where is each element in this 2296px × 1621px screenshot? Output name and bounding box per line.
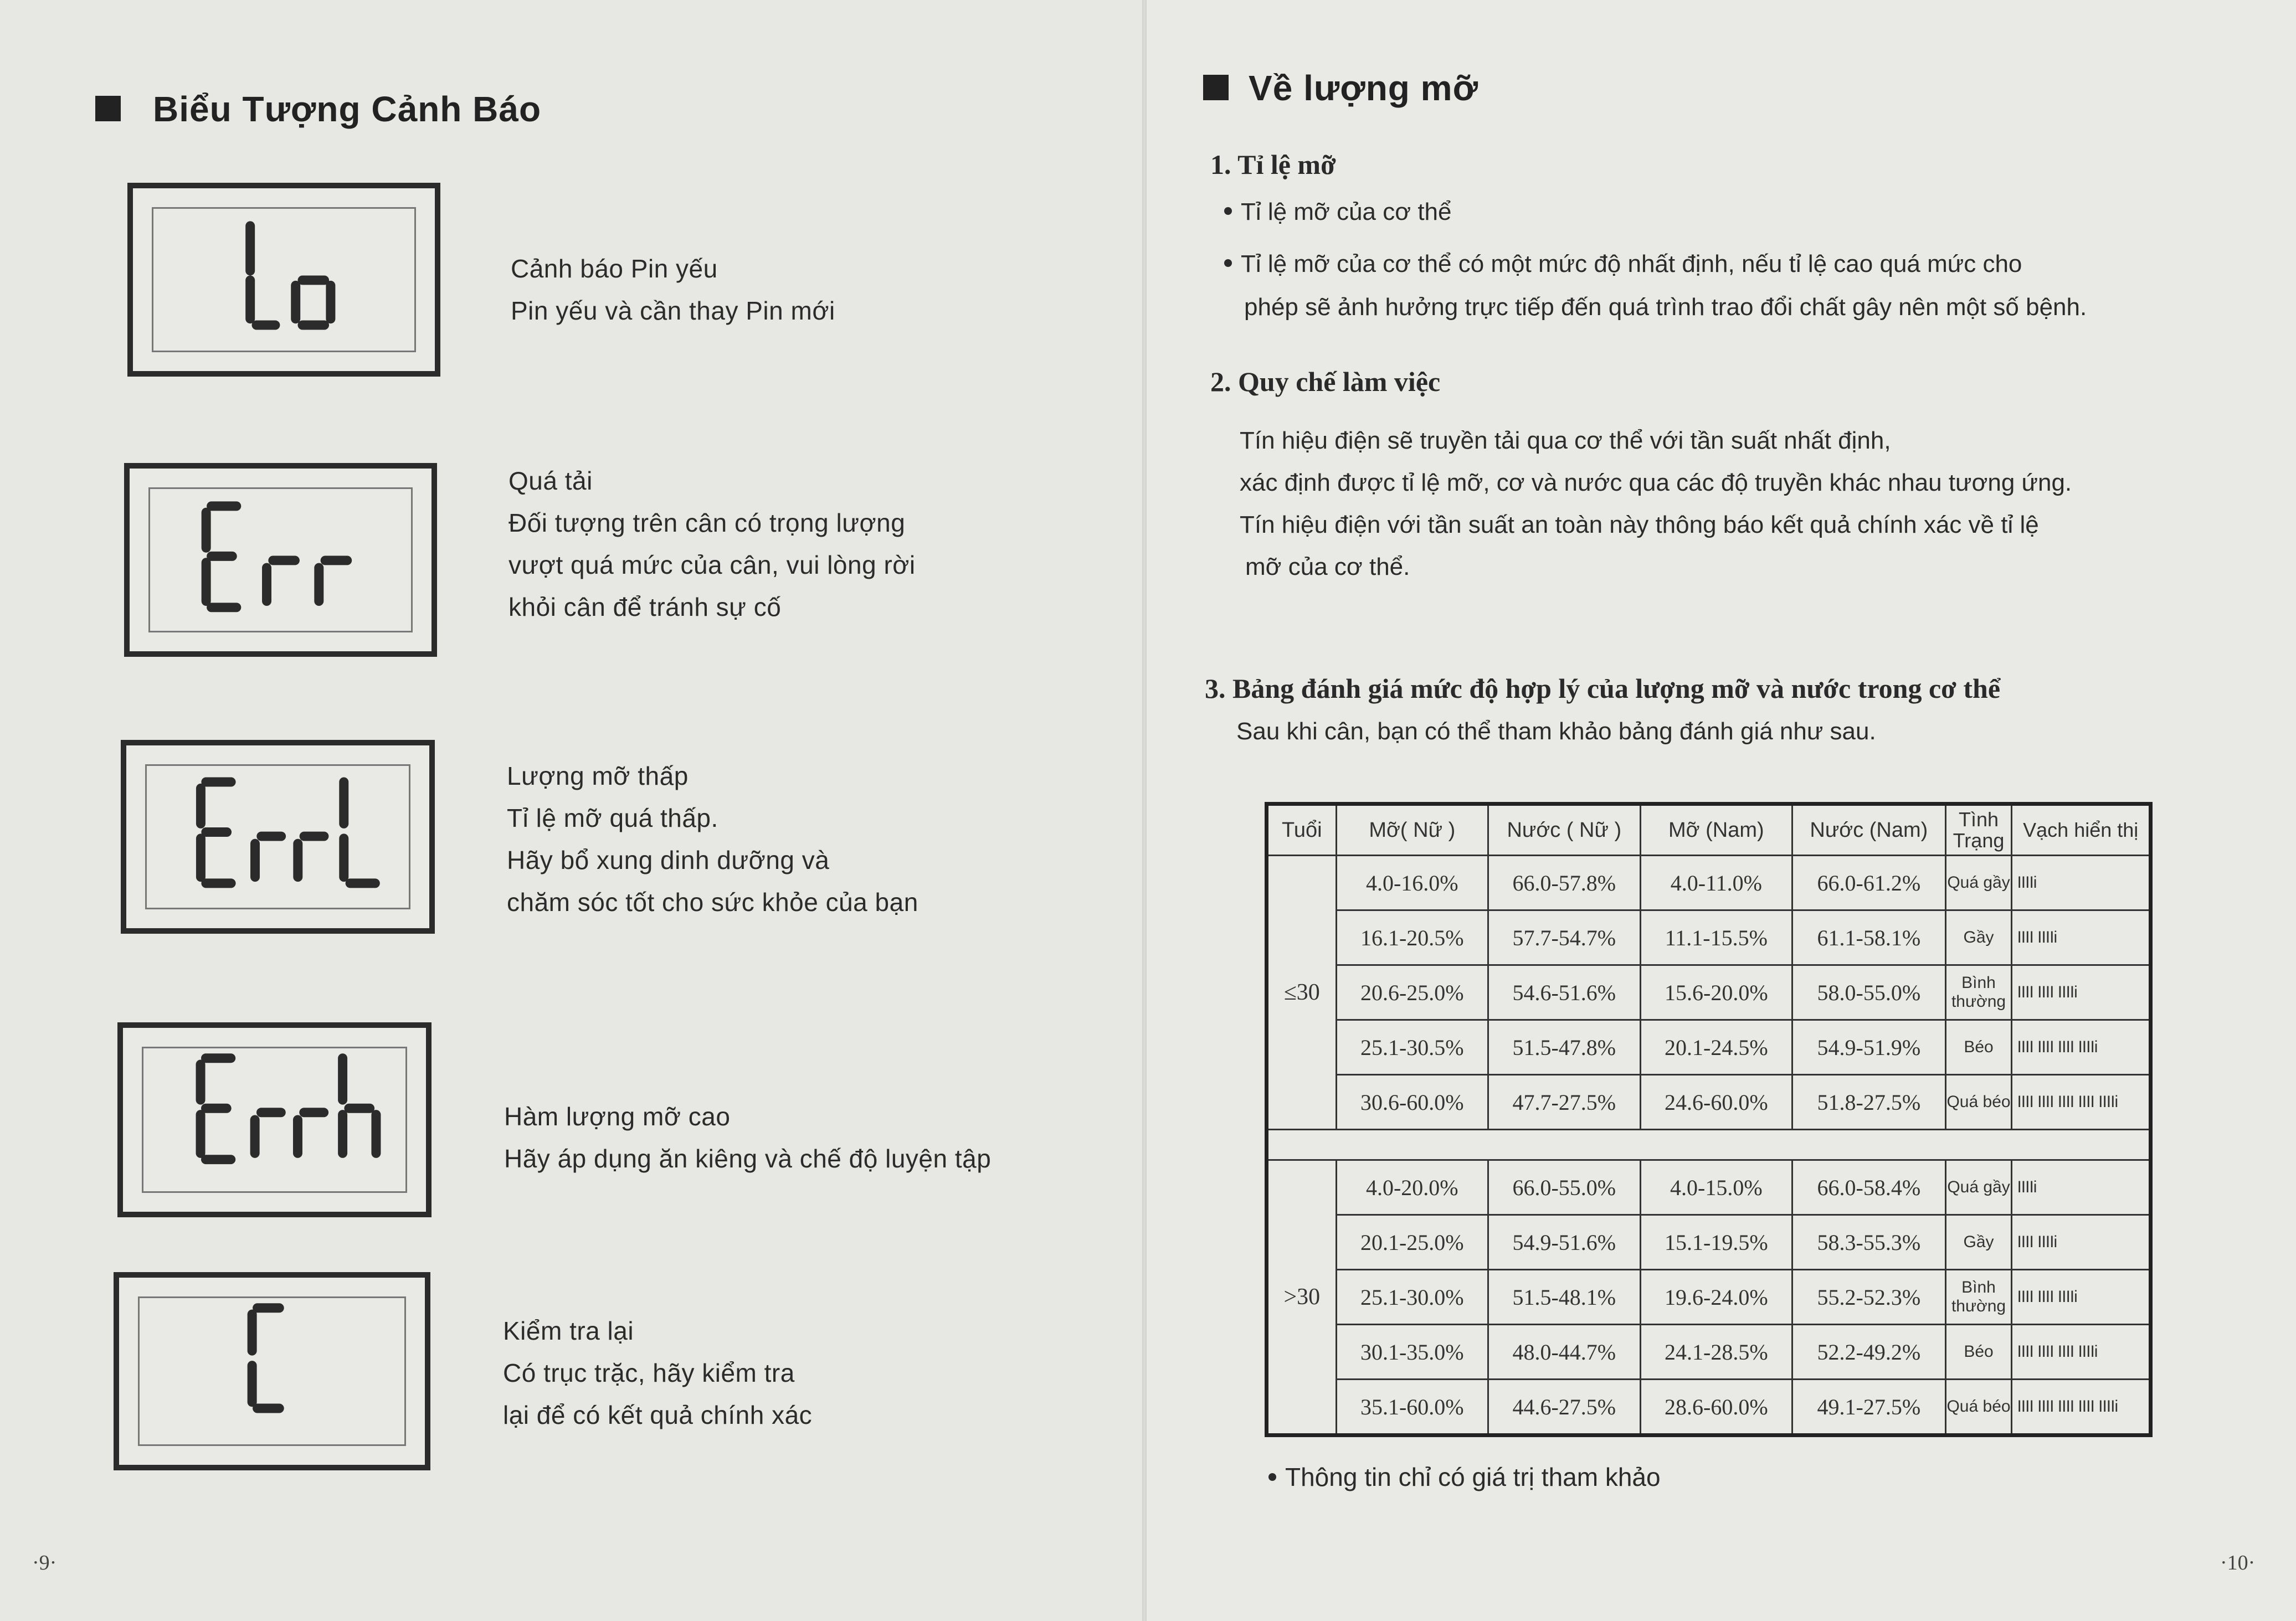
- bullet-icon: [1268, 1473, 1276, 1481]
- cell-fat-male: 24.6-60.0%: [1640, 1075, 1792, 1130]
- header-water-male: Nước (Nam): [1792, 804, 1946, 856]
- title-square-icon: [95, 96, 121, 121]
- cell-age-group: >30: [1267, 1160, 1337, 1435]
- cell-water-female: 48.0-44.7%: [1488, 1325, 1641, 1380]
- cell-display-bars: IIIIi: [2012, 1160, 2151, 1215]
- section1-bullet-1: Tỉ lệ mỡ của cơ thể: [1224, 198, 1452, 226]
- cell-water-female: 54.6-51.6%: [1488, 965, 1641, 1020]
- cell-fat-male: 24.1-28.5%: [1640, 1325, 1792, 1380]
- lcd-errh-icon: [117, 1022, 432, 1217]
- table-row: [1267, 856, 2151, 910]
- warning-text-errl: Lượng mỡ thấp Tỉ lệ mỡ quá thấp. Hãy bổ xung dinh dưỡng và chăm sóc tốt cho sức khỏe của bạn: [507, 761, 918, 917]
- page-number-right: ·10·: [2220, 1551, 2256, 1574]
- table-row: [1267, 910, 2151, 965]
- table-row: [1267, 965, 2151, 1020]
- header-age: Tuổi: [1267, 804, 1337, 856]
- header-status: Tình Trạng: [1945, 804, 2012, 856]
- cell-water-female: 47.7-27.5%: [1488, 1075, 1641, 1130]
- cell-fat-female: 35.1-60.0%: [1336, 1380, 1488, 1435]
- cell-display-bars: IIIIi: [2012, 856, 2151, 910]
- lcd-lo-icon: [127, 183, 440, 377]
- page-number-left: ·9·: [32, 1551, 57, 1574]
- section2-body: Tín hiệu điện sẽ truyền tải qua cơ thể với tần suất nhất định, xác định được tỉ lệ mỡ, cơ và nước qua các độ truyền khác nhau tương ứng. Tín hiệu điện với tần suất an toàn này thông báo kết quả chính xác về tỉ lệ mỡ của cơ thể.: [1240, 427, 2072, 580]
- warning-text-c: Kiểm tra lại Có trục trặc, hãy kiểm tra lại để có kết quả chính xác: [503, 1316, 813, 1429]
- cell-status: Béo: [1945, 1325, 2012, 1380]
- table-group-separator: [1267, 1130, 2151, 1160]
- cell-water-male: 58.0-55.0%: [1792, 965, 1946, 1020]
- cell-status: Bình thường: [1945, 1270, 2012, 1325]
- table-row: [1267, 1270, 2151, 1325]
- cell-age-group: ≤30: [1267, 856, 1337, 1130]
- section2-heading: 2. Quy chế làm việc: [1210, 366, 1441, 397]
- cell-display-bars: IIII IIII IIIIi: [2012, 1270, 2151, 1325]
- cell-fat-male: 19.6-24.0%: [1640, 1270, 1792, 1325]
- cell-fat-female: 25.1-30.0%: [1336, 1270, 1488, 1325]
- cell-fat-male: 20.1-24.5%: [1640, 1020, 1792, 1075]
- cell-water-male: 66.0-58.4%: [1792, 1160, 1946, 1215]
- cell-status: Quá gầy: [1945, 1160, 2012, 1215]
- table-footnote: Thông tin chỉ có giá trị tham khảo: [1268, 1462, 1661, 1492]
- cell-fat-female: 30.6-60.0%: [1336, 1075, 1488, 1130]
- cell-status: Quá béo: [1945, 1380, 2012, 1435]
- book-gutter: [1142, 0, 1147, 1621]
- header-fat-female: Mỡ( Nữ ): [1336, 804, 1488, 856]
- cell-fat-female: 30.1-35.0%: [1336, 1325, 1488, 1380]
- section3-intro: Sau khi cân, bạn có thể tham khảo bảng đánh giá như sau.: [1236, 718, 1876, 745]
- cell-status: Bình thường: [1945, 965, 2012, 1020]
- cell-fat-female: 25.1-30.5%: [1336, 1020, 1488, 1075]
- bullet-icon: [1224, 259, 1232, 267]
- table-row: [1267, 1380, 2151, 1435]
- cell-status: Béo: [1945, 1020, 2012, 1075]
- table-row: [1267, 1020, 2151, 1075]
- cell-fat-female: 20.1-25.0%: [1336, 1215, 1488, 1270]
- warning-text-errh: Hàm lượng mỡ cao Hãy áp dụng ăn kiêng và chế độ luyện tập: [504, 1102, 992, 1173]
- cell-fat-male: 28.6-60.0%: [1640, 1380, 1792, 1435]
- header-water-female: Nước ( Nữ ): [1488, 804, 1641, 856]
- cell-water-male: 55.2-52.3%: [1792, 1270, 1946, 1325]
- cell-status: Quá gầy: [1945, 856, 2012, 910]
- section3-heading: 3. Bảng đánh giá mức độ hợp lý của lượng mỡ và nước trong cơ thể: [1205, 673, 2001, 704]
- cell-fat-female: 20.6-25.0%: [1336, 965, 1488, 1020]
- cell-water-female: 51.5-47.8%: [1488, 1020, 1641, 1075]
- cell-display-bars: IIII IIII IIII IIII IIIIi: [2012, 1380, 2151, 1435]
- cell-water-male: 49.1-27.5%: [1792, 1380, 1946, 1435]
- cell-water-male: 51.8-27.5%: [1792, 1075, 1946, 1130]
- cell-fat-female: 4.0-20.0%: [1336, 1160, 1488, 1215]
- cell-water-female: 44.6-27.5%: [1488, 1380, 1641, 1435]
- lcd-errl-icon: [121, 740, 435, 934]
- cell-water-male: 66.0-61.2%: [1792, 856, 1946, 910]
- section1-continuation: phép sẽ ảnh hưởng trực tiếp đến quá trình trao đổi chất gây nên một số bệnh.: [1244, 294, 2087, 321]
- cell-water-male: 54.9-51.9%: [1792, 1020, 1946, 1075]
- table-row: [1267, 1215, 2151, 1270]
- cell-water-female: 66.0-57.8%: [1488, 856, 1641, 910]
- cell-display-bars: IIII IIIIi: [2012, 910, 2151, 965]
- cell-fat-male: 4.0-11.0%: [1640, 856, 1792, 910]
- cell-water-female: 51.5-48.1%: [1488, 1270, 1641, 1325]
- cell-display-bars: IIII IIIIi: [2012, 1215, 2151, 1270]
- cell-water-male: 58.3-55.3%: [1792, 1215, 1946, 1270]
- cell-water-male: 61.1-58.1%: [1792, 910, 1946, 965]
- cell-fat-female: 16.1-20.5%: [1336, 910, 1488, 965]
- cell-display-bars: IIII IIII IIII IIIIi: [2012, 1325, 2151, 1380]
- cell-display-bars: IIII IIII IIII IIII IIIIi: [2012, 1075, 2151, 1130]
- warning-text-err: Quá tải Đối tượng trên cân có trọng lượng vượt quá mức của cân, vui lòng rời khỏi cân để tránh sự cố: [508, 466, 916, 621]
- table-row: [1267, 1160, 2151, 1215]
- section1-heading: 1. Tỉ lệ mỡ: [1210, 149, 1336, 180]
- cell-fat-female: 4.0-16.0%: [1336, 856, 1488, 910]
- cell-fat-male: 4.0-15.0%: [1640, 1160, 1792, 1215]
- table-row: [1267, 1075, 2151, 1130]
- cell-display-bars: IIII IIII IIII IIIIi: [2012, 1020, 2151, 1075]
- cell-fat-male: 15.1-19.5%: [1640, 1215, 1792, 1270]
- cell-display-bars: IIII IIII IIIIi: [2012, 965, 2151, 1020]
- table-header-row: [1267, 804, 2151, 856]
- lcd-err-icon: [124, 463, 437, 657]
- cell-water-female: 54.9-51.6%: [1488, 1215, 1641, 1270]
- cell-fat-male: 15.6-20.0%: [1640, 965, 1792, 1020]
- right-page-title: Về lượng mỡ: [1203, 68, 1478, 109]
- bullet-icon: [1224, 207, 1232, 215]
- cell-fat-male: 11.1-15.5%: [1640, 910, 1792, 965]
- left-page: [0, 0, 1142, 1621]
- left-page-title: Biểu Tượng Cảnh Báo: [95, 89, 541, 130]
- section1-bullet-2: Tỉ lệ mỡ của cơ thể có một mức độ nhất định, nếu tỉ lệ cao quá mức cho: [1224, 250, 2022, 278]
- warning-text-lo: Cảnh báo Pin yếu Pin yếu và cần thay Pin mới: [511, 254, 835, 325]
- fat-water-table: [1265, 802, 2153, 1437]
- cell-status: Quá béo: [1945, 1075, 2012, 1130]
- header-display-bars: Vạch hiển thị: [2012, 804, 2151, 856]
- lcd-c-icon: [114, 1272, 430, 1470]
- cell-status: Gầy: [1945, 1215, 2012, 1270]
- table-row: [1267, 1325, 2151, 1380]
- cell-status: Gầy: [1945, 910, 2012, 965]
- cell-water-female: 66.0-55.0%: [1488, 1160, 1641, 1215]
- header-fat-male: Mỡ (Nam): [1640, 804, 1792, 856]
- cell-water-male: 52.2-49.2%: [1792, 1325, 1946, 1380]
- cell-water-female: 57.7-54.7%: [1488, 910, 1641, 965]
- title-square-icon: [1203, 75, 1229, 100]
